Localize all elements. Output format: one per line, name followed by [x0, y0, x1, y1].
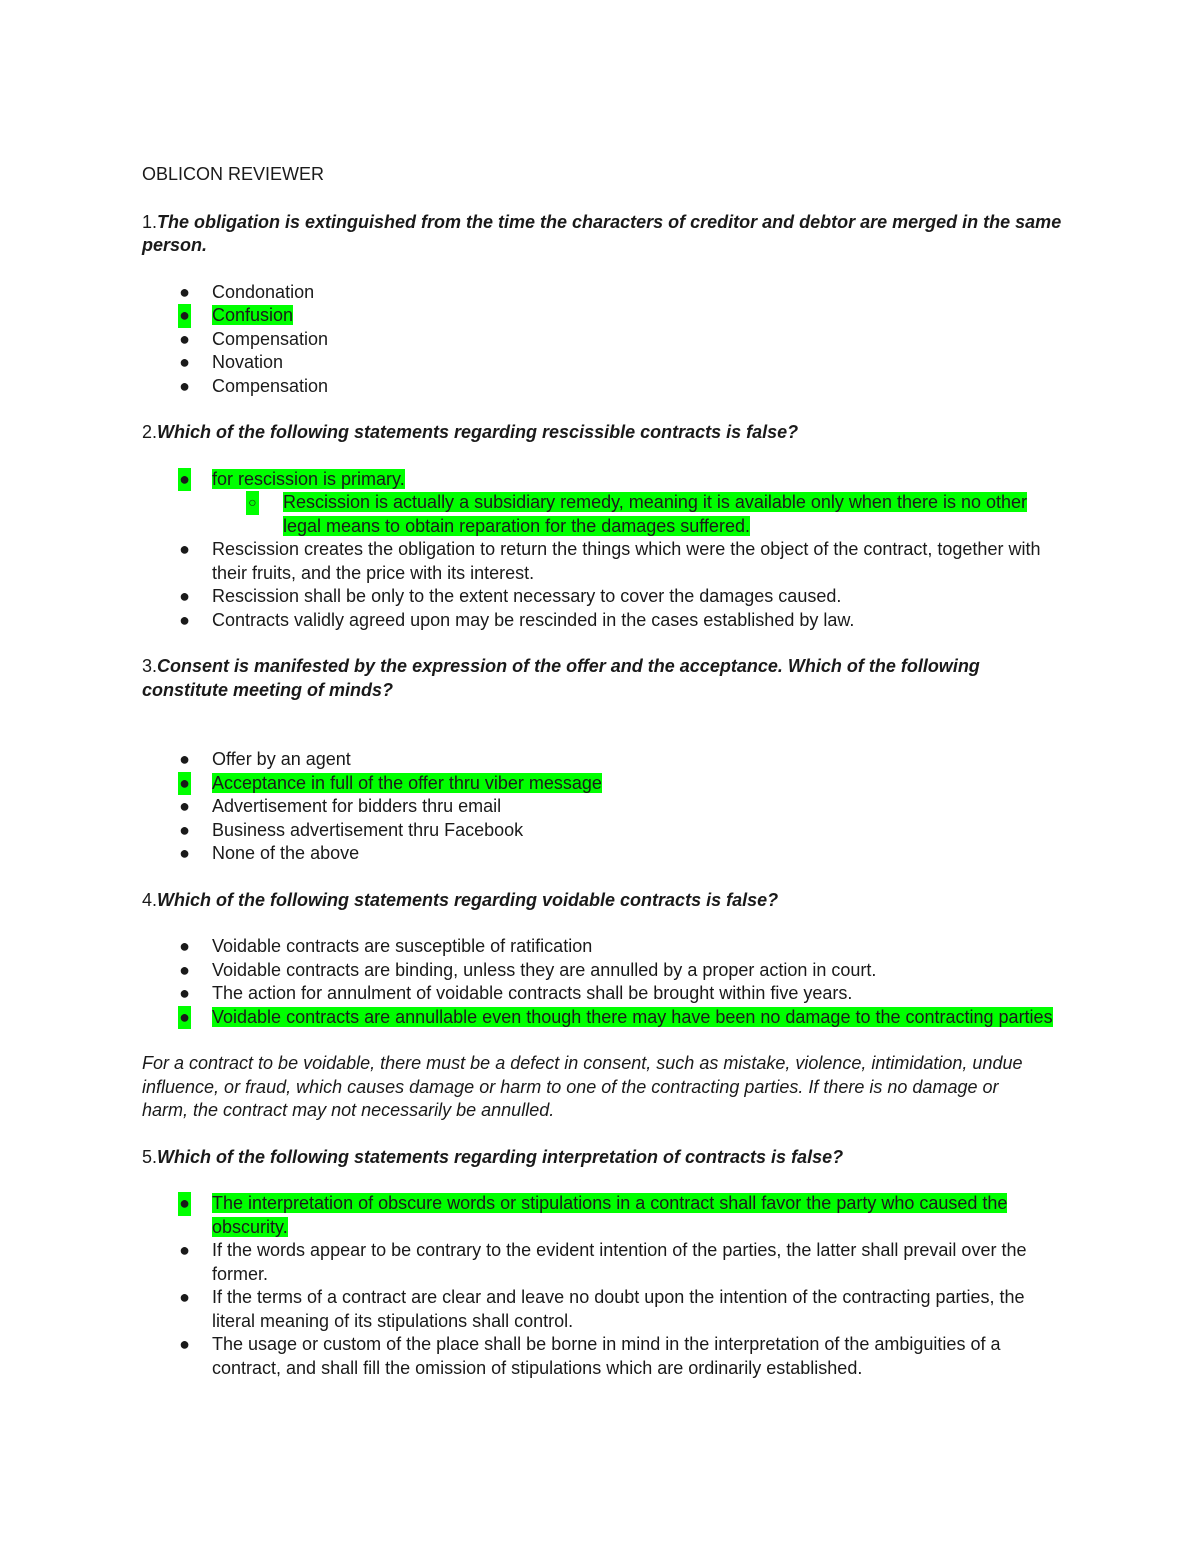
bullet-icon: ●	[178, 468, 191, 492]
bullet-icon: ●	[179, 843, 190, 863]
bullet-icon: ●	[179, 1240, 190, 1260]
option-list-2	[142, 468, 1062, 633]
bullet-icon: ●	[179, 1287, 190, 1307]
question-4	[142, 889, 1062, 913]
question-text: Consent is manifested by the expression of the offer and the acceptance. Which of the following constitute meeting of minds?	[142, 656, 980, 700]
bullet-icon: ●	[179, 328, 190, 349]
highlighted-answer: Voidable contracts are annullable even though there may have been no damage to the contracting parties	[212, 1006, 1053, 1027]
sub-list	[212, 491, 1062, 538]
option-list-4	[142, 935, 1062, 1029]
question-5	[142, 1146, 1062, 1170]
list-item: ● Rescission creates the obligation to return the things which were the object of the contract, together with their fruits, and the price with its interest.	[179, 539, 1041, 583]
list-item: ● Compensation	[142, 328, 1062, 352]
question-number: 1.	[142, 211, 158, 232]
hollow-bullet-icon: ○	[246, 491, 259, 515]
explanation-note: For a contract to be voidable, there must be a defect in consent, such as mistake, violence, intimidation, undue influence, or fraud, which causes damage or harm to one of the contracting parties. If there is no damage or harm, the contract may not necessarily be annulled.	[142, 1053, 1023, 1120]
list-item: ● The usage or custom of the place shall be borne in mind in the interpretation of the ambiguities of a contract, and shall fill the omission of stipulations which are ordinarily established.	[179, 1334, 1001, 1378]
bullet-icon: ●	[178, 772, 191, 796]
list-item: ● If the words appear to be contrary to the evident intention of the parties, the latter shall prevail over the former.	[179, 1240, 1027, 1284]
bullet-icon: ●	[179, 796, 190, 816]
option-list-5	[142, 1192, 1062, 1380]
question-3	[142, 655, 1062, 702]
list-item: ● Advertisement for bidders thru email	[142, 795, 1062, 819]
question-1	[142, 211, 1062, 258]
option-list-3	[142, 748, 1062, 866]
list-item: ● Business advertisement thru Facebook	[142, 819, 1062, 843]
bullet-icon: ●	[179, 959, 190, 980]
question-text: Which of the following statements regarding interpretation of contracts is false?	[157, 1146, 844, 1167]
bullet-icon: ●	[179, 1334, 190, 1354]
list-item: ● Compensation	[142, 375, 1062, 399]
bullet-icon: ●	[179, 819, 190, 840]
bullet-icon: ●	[179, 936, 190, 956]
list-item: ● Rescission shall be only to the extent necessary to cover the damages caused.	[142, 585, 1062, 609]
highlighted-answer: for rescission is primary.	[212, 468, 405, 489]
list-item: ● Voidable contracts are susceptible of ratification	[142, 935, 1062, 959]
list-item-answer	[142, 1192, 1062, 1239]
question-number: 4.	[142, 889, 158, 910]
list-item: ● Contracts validly agreed upon may be rescinded in the cases established by law.	[142, 609, 1062, 633]
highlighted-answer: The interpretation of obscure words or stipulations in a contract shall favor the party who caused the obscurity.	[212, 1193, 1008, 1237]
highlighted-answer: Confusion	[212, 305, 294, 325]
blank-line	[142, 725, 1062, 748]
bullet-icon: ●	[179, 983, 190, 1003]
highlighted-answer: Acceptance in full of the offer thru viber message	[212, 772, 602, 793]
option-list-1	[142, 281, 1062, 399]
list-item: ● Offer by an agent	[142, 748, 1062, 772]
list-item: ● The action for annulment of voidable contracts shall be brought within five years.	[142, 982, 1062, 1006]
list-item: ● Condonation	[142, 281, 1062, 305]
question-text: The obligation is extinguished from the time the characters of creditor and debtor are merged in the same person.	[142, 211, 1062, 255]
question-number: 2.	[142, 422, 158, 442]
bullet-icon: ●	[178, 1006, 191, 1030]
bullet-icon: ●	[179, 539, 190, 559]
list-item-answer	[142, 468, 1062, 539]
page-title: OBLICON REVIEWER	[142, 164, 325, 184]
question-text: Which of the following statements regarding rescissible contracts is false?	[157, 422, 799, 442]
question-2	[142, 421, 1062, 445]
bullet-icon: ●	[179, 352, 190, 372]
sub-list-item	[142, 491, 1062, 538]
bullet-icon: ●	[179, 609, 190, 630]
question-number: 3.	[142, 656, 158, 676]
question-number: 5.	[142, 1146, 158, 1167]
list-item-answer	[142, 772, 1062, 796]
question-text: Which of the following statements regarding voidable contracts is false?	[157, 889, 779, 910]
bullet-icon: ●	[178, 1192, 191, 1216]
bullet-icon: ●	[179, 375, 190, 396]
list-item: ● Voidable contracts are binding, unless they are annulled by a proper action in court.	[142, 959, 1062, 983]
document-page	[142, 163, 1062, 1403]
list-item: ● If the terms of a contract are clear and leave no doubt upon the intention of the contracting parties, the literal meaning of its stipulations shall control.	[179, 1287, 1025, 1331]
bullet-icon: ●	[179, 586, 190, 606]
highlighted-explanation: Rescission is actually a subsidiary remedy, meaning it is available only when there is no other legal means to obtain reparation for the damages suffered.	[283, 492, 1028, 536]
list-item-answer	[142, 1006, 1062, 1030]
bullet-icon: ●	[179, 749, 190, 769]
list-item: ● Novation	[142, 351, 1062, 375]
bullet-icon: ●	[178, 304, 191, 328]
bullet-icon: ●	[179, 281, 190, 302]
list-item: ● None of the above	[142, 842, 1062, 866]
list-item-answer	[142, 304, 1062, 328]
